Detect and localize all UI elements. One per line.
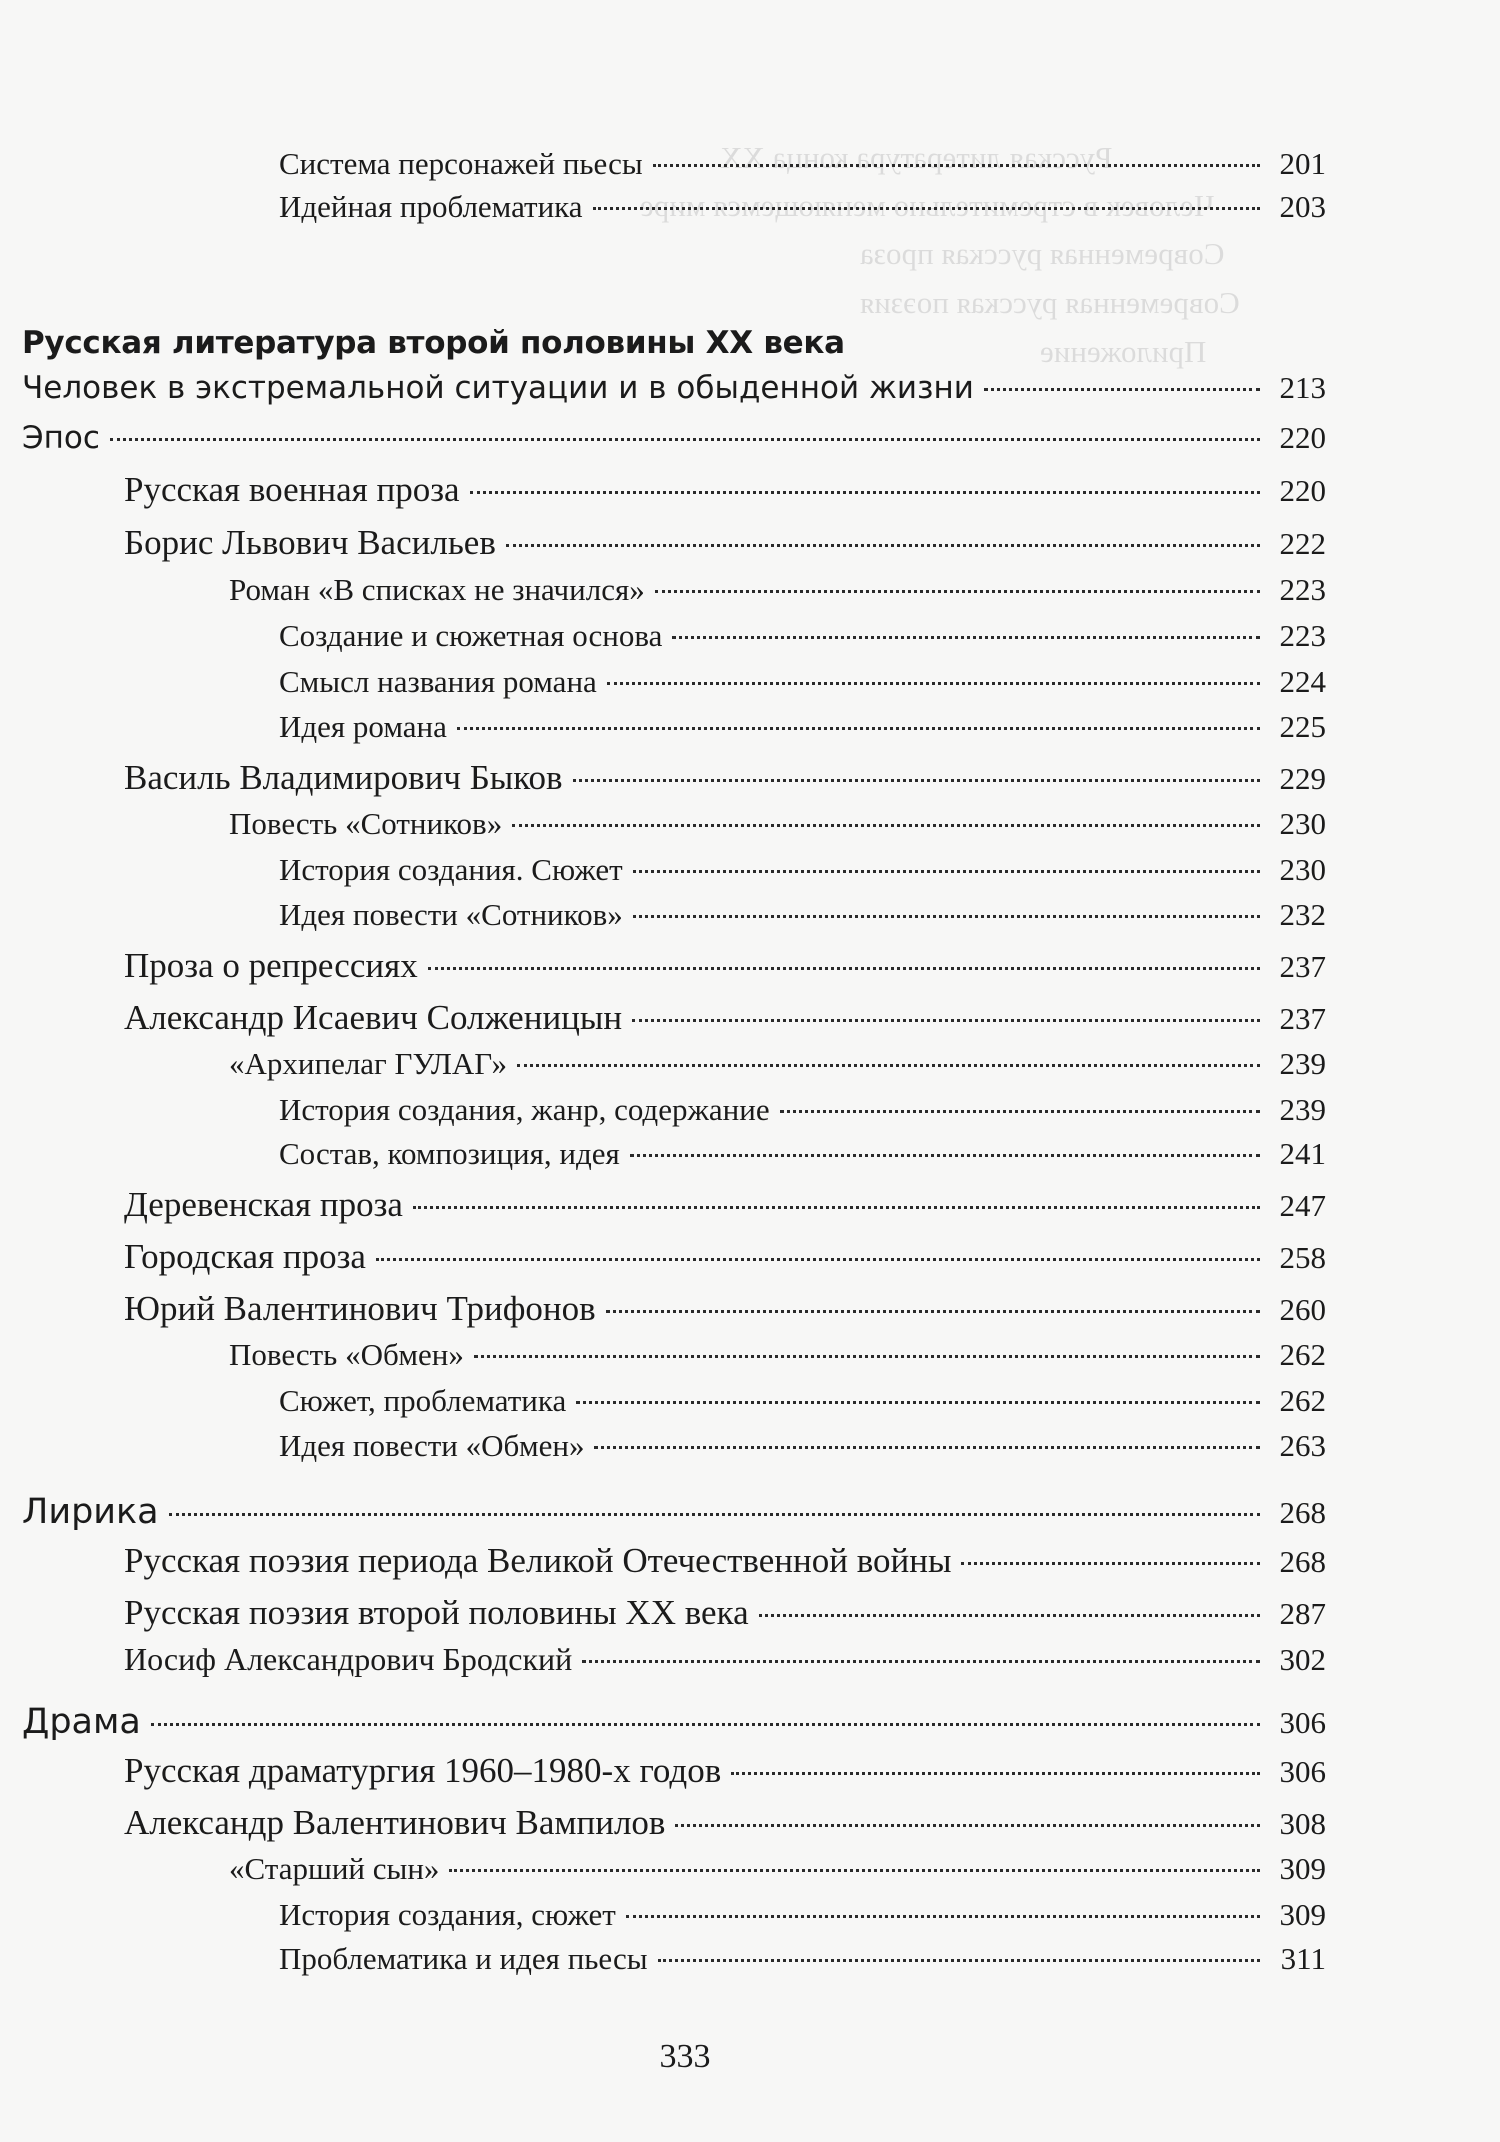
dot-leader bbox=[672, 636, 1260, 639]
toc-entry-page: 311 bbox=[1280, 1941, 1326, 1976]
dot-leader bbox=[151, 1723, 1260, 1726]
toc-entry-title: Состав, композиция, идея bbox=[279, 1136, 620, 1171]
toc-entry-page: 268 bbox=[1279, 1544, 1326, 1579]
toc-entry-page: 220 bbox=[1279, 473, 1326, 508]
dot-leader bbox=[573, 779, 1260, 782]
toc-entry-title: Василь Владимирович Быков bbox=[124, 758, 563, 797]
toc-entry-title: Юрий Валентинович Трифонов bbox=[124, 1289, 596, 1328]
toc-entry bbox=[279, 852, 1326, 888]
toc-entry-title: Александр Исаевич Солженицын bbox=[124, 998, 623, 1037]
toc-entry bbox=[279, 1428, 1326, 1464]
dot-leader bbox=[675, 1824, 1260, 1827]
toc-entry bbox=[279, 146, 1326, 182]
toc-entry-title: Проблематика и идея пьесы bbox=[279, 1941, 648, 1976]
toc-entry bbox=[124, 758, 1326, 798]
dot-leader bbox=[474, 1355, 1260, 1358]
show-through-line: Современная русская проза bbox=[860, 236, 1225, 271]
dot-leader bbox=[606, 1310, 1260, 1313]
dot-leader bbox=[632, 1019, 1260, 1022]
toc-entry-title: Идея романа bbox=[279, 709, 447, 744]
toc-entry bbox=[124, 470, 1326, 510]
toc-entry-page: 237 bbox=[1279, 949, 1326, 984]
toc-entry-page: 287 bbox=[1279, 1596, 1326, 1631]
toc-entry-page: 229 bbox=[1279, 761, 1326, 796]
dot-leader bbox=[506, 544, 1260, 547]
toc-entry bbox=[22, 420, 1326, 456]
toc-entry bbox=[279, 897, 1326, 933]
toc-entry-page: 260 bbox=[1279, 1292, 1326, 1327]
toc-entry-page: 239 bbox=[1279, 1092, 1326, 1127]
dot-leader bbox=[607, 682, 1260, 685]
toc-entry-page: 262 bbox=[1279, 1383, 1326, 1418]
toc-entry-title: Роман «В списках не значился» bbox=[229, 572, 645, 607]
show-through-line: Человек в стремительно меняющемся мире bbox=[640, 188, 1215, 223]
toc-entry-page: 247 bbox=[1279, 1188, 1326, 1223]
toc-entry bbox=[124, 998, 1326, 1038]
toc-entry bbox=[279, 1136, 1326, 1172]
toc-entry bbox=[124, 1289, 1326, 1329]
toc-entry bbox=[124, 1641, 1326, 1678]
toc-entry-title: Деревенская проза bbox=[124, 1185, 403, 1224]
toc-entry-page: 223 bbox=[1279, 572, 1326, 607]
toc-entry-title: Городская проза bbox=[124, 1237, 366, 1276]
toc-entry bbox=[22, 1702, 1326, 1742]
toc-entry-title: Эпос bbox=[22, 420, 100, 456]
show-through-line: Русская литература конца XX bbox=[720, 140, 1113, 175]
toc-entry-page: 220 bbox=[1279, 420, 1326, 455]
toc-entry-page: 241 bbox=[1279, 1136, 1326, 1171]
toc-entry bbox=[124, 1751, 1326, 1791]
toc-entry-title: Драма bbox=[22, 1702, 141, 1742]
dot-leader bbox=[428, 967, 1260, 970]
toc-entry bbox=[229, 572, 1326, 608]
dot-leader bbox=[457, 727, 1260, 730]
dot-leader bbox=[594, 1446, 1260, 1449]
toc-entry bbox=[124, 1593, 1326, 1633]
show-through-line: Современная русская поэзия bbox=[860, 285, 1240, 320]
toc-entry-title: Идея повести «Обмен» bbox=[279, 1428, 585, 1463]
toc-entry-page: 258 bbox=[1279, 1240, 1326, 1275]
dot-leader bbox=[512, 824, 1260, 827]
toc-entry-page: 263 bbox=[1279, 1428, 1326, 1463]
dot-leader bbox=[593, 207, 1260, 210]
toc-entry-title: Русская военная проза bbox=[124, 470, 460, 509]
toc-entry-page: 309 bbox=[1279, 1851, 1326, 1886]
toc-entry bbox=[279, 189, 1326, 225]
toc-entry-title: Русская поэзия периода Великой Отечественной войны bbox=[124, 1541, 952, 1580]
toc-entry bbox=[229, 1851, 1326, 1887]
toc-entry-title: Александр Валентинович Вампилов bbox=[124, 1803, 666, 1842]
toc-entry bbox=[279, 709, 1326, 745]
toc-entry-page: 268 bbox=[1279, 1495, 1326, 1530]
toc-entry-title: Идейная проблематика bbox=[279, 189, 583, 224]
toc-entry-title: Повесть «Обмен» bbox=[229, 1337, 464, 1372]
toc-entry-title: Борис Львович Васильев bbox=[124, 523, 496, 562]
toc-entry-title: История создания, жанр, содержание bbox=[279, 1092, 770, 1127]
dot-leader bbox=[655, 590, 1260, 593]
toc-entry bbox=[229, 1337, 1326, 1373]
dot-leader bbox=[376, 1258, 1260, 1261]
toc-entry-title: «Архипелаг ГУЛАГ» bbox=[229, 1046, 507, 1081]
page-number: 333 bbox=[659, 2038, 711, 2075]
toc-entry-page: 223 bbox=[1279, 618, 1326, 653]
dot-leader bbox=[110, 438, 1260, 441]
dot-leader bbox=[658, 1959, 1260, 1962]
dot-leader bbox=[984, 388, 1260, 391]
toc-entry-page: 225 bbox=[1279, 709, 1326, 744]
dot-leader bbox=[961, 1562, 1260, 1565]
toc-entry-title: Сюжет, проблематика bbox=[279, 1383, 567, 1418]
toc-entry-title: Идея повести «Сотников» bbox=[279, 897, 623, 932]
toc-entry bbox=[124, 946, 1326, 986]
toc-entry bbox=[124, 523, 1326, 563]
toc-entry-page: 306 bbox=[1279, 1754, 1326, 1789]
toc-entry-page: 306 bbox=[1279, 1705, 1326, 1740]
toc-entry bbox=[279, 1941, 1326, 1977]
toc-entry-title: Иосиф Александрович Бродский bbox=[124, 1641, 573, 1677]
toc-entry bbox=[124, 1185, 1326, 1225]
dot-leader bbox=[169, 1513, 1260, 1516]
toc-entry-page: 222 bbox=[1279, 526, 1326, 561]
dot-leader bbox=[653, 164, 1260, 167]
dot-leader bbox=[630, 1154, 1260, 1157]
toc-entry-page: 302 bbox=[1279, 1642, 1326, 1677]
toc-entry bbox=[279, 1897, 1326, 1933]
toc-entry bbox=[229, 806, 1326, 842]
toc-entry bbox=[124, 1541, 1326, 1581]
toc-entry-title: Повесть «Сотников» bbox=[229, 806, 503, 841]
show-through-line: Приложение bbox=[1040, 334, 1207, 369]
toc-entry bbox=[229, 1046, 1326, 1082]
toc-entry-page: 232 bbox=[1279, 897, 1326, 932]
part-heading: Русская литература второй половины XX века bbox=[22, 325, 845, 361]
toc-entry-page: 201 bbox=[1279, 146, 1326, 181]
dot-leader bbox=[633, 915, 1260, 918]
toc-entry-title: История создания, сюжет bbox=[279, 1897, 616, 1932]
toc-entry-title: Смысл названия романа bbox=[279, 664, 597, 699]
toc-entry-page: 237 bbox=[1279, 1001, 1326, 1036]
toc-entry-title: История создания. Сюжет bbox=[279, 852, 623, 887]
dot-leader bbox=[626, 1915, 1260, 1918]
toc-entry-page: 230 bbox=[1279, 806, 1326, 841]
toc-entry bbox=[124, 1803, 1326, 1843]
dot-leader bbox=[731, 1772, 1260, 1775]
toc-entry bbox=[22, 1492, 1326, 1532]
toc-entry-page: 203 bbox=[1279, 189, 1326, 224]
toc-entry-page: 262 bbox=[1279, 1337, 1326, 1372]
toc-entry-title: Русская драматургия 1960–1980-х годов bbox=[124, 1751, 722, 1790]
toc-entry bbox=[279, 1383, 1326, 1419]
toc-entry-title: Система персонажей пьесы bbox=[279, 146, 643, 181]
toc-entry-page: 224 bbox=[1279, 664, 1326, 699]
dot-leader bbox=[759, 1614, 1260, 1617]
dot-leader bbox=[449, 1869, 1260, 1872]
toc-entry-page: 239 bbox=[1279, 1046, 1326, 1081]
toc-entry bbox=[279, 1092, 1326, 1128]
toc-entry-title: Проза о репрессиях bbox=[124, 946, 418, 985]
toc-entry-title: Человек в экстремальной ситуации и в обыденной жизни bbox=[22, 370, 974, 406]
toc-entry-title: Создание и сюжетная основа bbox=[279, 618, 663, 653]
dot-leader bbox=[413, 1206, 1260, 1209]
dot-leader bbox=[582, 1660, 1260, 1663]
toc-entry bbox=[279, 664, 1326, 700]
dot-leader bbox=[780, 1110, 1260, 1113]
toc-entry-title: Лирика bbox=[22, 1492, 159, 1532]
dot-leader bbox=[470, 491, 1260, 494]
dot-leader bbox=[633, 870, 1260, 873]
toc-entry-title: «Старший сын» bbox=[229, 1851, 440, 1886]
toc-entry bbox=[124, 1237, 1326, 1277]
toc-entry-page: 213 bbox=[1279, 370, 1326, 405]
toc-entry-page: 230 bbox=[1279, 852, 1326, 887]
dot-leader bbox=[517, 1064, 1260, 1067]
toc-entry-page: 308 bbox=[1279, 1806, 1326, 1841]
toc-entry-page: 309 bbox=[1279, 1897, 1326, 1932]
toc-entry-title: Русская поэзия второй половины XX века bbox=[124, 1593, 749, 1632]
dot-leader bbox=[576, 1401, 1260, 1404]
toc-entry bbox=[22, 370, 1326, 406]
toc-entry bbox=[279, 618, 1326, 654]
